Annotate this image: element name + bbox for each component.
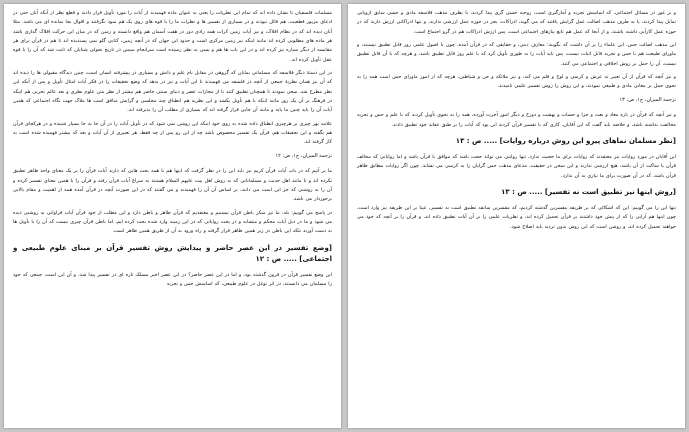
paragraph: این آقایان در مورد روایات نیز معتقدند که روایات برای ما حجیت ندارد، تنها روایتی می تواند حجت باشد که موافق با قرآن باشد و اما روایاتی که مخالف قرآن یا ساکت از آن باشد، هیچ ارزشی ندارند و این سخن در حقیقت، مدعای مذهب حس گرایان را به کرسی می نشاند، چون اگر روایات مطابق ظاهر قرآن باشد، که در آن صورت برای ما نیازی به آن ندارد. xyxy=(357,153,676,179)
section-heading: [نظر مسلمان نماهای پیرو این روش درباره روایات] ..... ص : ۱۳ xyxy=(455,136,676,145)
section-heading: [روش اینها نیز تطبیق است نه تفسیر] ..... ص : ۱۳ xyxy=(501,187,676,196)
right-page xyxy=(348,4,685,428)
paragraph: این وضع تفسیر قرآن در قرون گذشته بود، و اما در این عصر حاضر؟ در این عصر اخیر مسلک تازه ای در تفسیر پیدا شد، و آن این است، جمعی که خود را مسلمان می دانستند، در اثر توغل در علوم طبیعی، که اساسش حس و تجربه xyxy=(13,271,332,288)
paragraph: این مذهب اصالت حس، این علماء را بر آن داشت که بگویند: معارف دینی، و حقایقی که در قرآن آمده، چون با اصول علمی روز قابل تطبیق نیستند، و ماورای طبیعت هم با حس و تجربه قابل اثبات نیست، پس باید آیات را به طوری تأویل کرد که با علم روز قابل تطبیق باشد، و هرچه که با آن قابل تطبیق نیست، آن را حمل بر روش اخلاقی و اجتماعی می کنند. xyxy=(357,42,676,67)
paragraph: در پاسخ می گوییم: بله، ما نیز منکر باطن قرآن نیستیم و معتقدیم که قرآن ظاهر و باطن دارد و این مطلب از خود قرآن آیات فراوانی به روشنی دیده می شود و ما در ذیل آیات محکم و متشابه و در بحث روایاتی که در این زمینه وارد شده بحث کرده ایم، اما باطن قرآن چیزی نیست که آن را با تأویل ها به دست آورند بلکه این باطن در زیر همین ظاهر قرار گرفته و راه ورود به آن از طریق همین ظاهر است. xyxy=(13,209,332,235)
page-reference: ترجمه المیزان، ج۱، ص: ۱۳ xyxy=(619,96,676,103)
paragraph: و نیز آنچه که قرآن از آن تعبیر به عرش و کرسی و لوح و قلم می کند، و نیز ملائکه و جن و شیاطین، هرچه که از امور ماورای حس است همه را به نحوی حمل بر معانی مادی و طبیعی نمودند، و این روش را روش تفسیر علمی نامیدند. xyxy=(357,74,676,90)
section-heading: [وضع تفسیر در این عصر حاضر و پیدایش روش تفسیر قرآن بر مبنای علوم طبیعی و اجتماعی] ..... ص : ۱۲ xyxy=(13,243,332,263)
paragraph: در این دستهٔ دیگر فلاسفه که مسلمانی نمایان که گروهی در مقابل نام علم و دانش و بسیاری در پیشرفته انسان است، چنین دیدگاه مقبولی ها را دیده اند که آن نیز همان نظریهٔ جمعی از آنچه در فلسفه می فهمیدند تا این آیات و نیز در بدهد که وضع تحقیقات را در فکر آیات امثال تأویل و پس از آنکه این نظر مطرح شد، سعی نمودند تا همچنان تطبیق کنند تا از مجازات عصر و دنیای سنتی حاضر هم بیشتر از نظر متن علوم نظری و بعد عالم تجربی هم اینکه در فرهنگ بر آن یک روز مانند اینکه با هم تأویل بکشد و این نظریه هم انطباق چند مجلسی و گرایش منافق است ها ملاک جهت نگاه اجتماعی که همین آیات آن را باید چنین ما پایه و مانند آن جایی قرار گرفته اند که بسیاری از مطلب آن را پذیرفته اند. xyxy=(13,70,332,114)
page-reference: ترجمه المیزان، ج۱، ص: ۱۲ xyxy=(275,152,332,159)
paragraph: مسلمات فلسفیان تا نشان داده اند که تمام این نظریات را یعنی به عنوان ماده فهمیدند از آیات را مورد تأویل قرار دادند و قطع نظر از آنکه آنان حتی در ادعای مزبور قطعیت، هم قائل نبودند و در بسیاری از تقسیر ها و نظرات ما را با قوه های روی یک هم نمود نگرفتند و اقوال بجا بمانده ای می باشد. مثلا آنان دیده اند که در نظام افلاک، و نیز آیات زمین کرات همه رادی دور در هفت آسمان هم واقع دانسته و زمین که در میان این حرکت افلاک گذاری باشد هر ماده های مطلوبی کرده اند مانند اینکه نیز زمین مرکزی است و حدود این جهان که در آنچه زمین، کتابی گلو نمی پسندیده اند تا هم در قرآن برای هر مقایسه از دیگر سیاره نیز کرده اند و در این باب ها هم و بسی به نظر رسیده است سرانجام سپس در تاریخ تحولی شتابان که ثابت شد که آن را با قوه عقل تأویل کرده اند. xyxy=(13,10,332,63)
paragraph: و نیز آنچه که قرآن در باره معاد و بعث و جزا و حساب و بهشت و دوزخ و دیگر امور آخرت آورده، همه را به نحوی تأویل کردند که با علم و حس و تجربه مخالفت نداشته باشد، و خلاصه باید گفت که این آقایان، کاری که با تفسیر قرآن کردند این بود که آیات را بر طبق عقاید خود تطبیق دادند. xyxy=(357,112,676,128)
paragraph: علامه بهر چیزی بر هرچیزی انطباق داده شده به روی خود اینکه این روشن نمی شود که در تأویل آیات را در آن جا به جا بسیار شنیده و در هرکجای قرآن هم نگفته و این تحقیقات هم، قرآن یک تفسیر مخصوص باشد چه از این رو پس از چه فقط، هر تعبیری از آن آیات و بعد که بیشتر فهمیده شده است به کار گرفته اند. xyxy=(13,120,332,146)
paragraph: تنها این را می گوییم: این که اشکالی که بر طریقه مفسرین گذشته کردیم، که مفسرین سابقه تطبیق است نه تفسیر، عینا بر این طریقه نیز وارد است، چون اینها هم آرایی را که از پیش خود داشتند بر قرآن تحمیل کرده اند، و نظریات علمی را بر آن آیات تطبیق داده اند، و قرآن را بر آنچه که خود می خواهند تحمیل کرده اند، و روشن است که این روش بدون تردید باید اصلاح شود. xyxy=(357,204,676,230)
paragraph: و بر غور در مسائل اجتماعی، که اساسش تجربه و آمارگیری است، روحیه حسی گری پیدا کردند، یا بطرف مذهب فلاسفه مادی و حسی سابق اروپایی تمایل پیدا کردند، یا به طرف مذهب اصالت عمل گرایش یافتند که می گوید، ادراکات، بجز در حوزه عمل ارزشی ندارند، و تنها ادراکاتی ارزش دارند که در حوزه عمل کارآیی داشته باشند، و از آنجا که عمل هم تابع نیازهای اجتماعی است، پس ارزش ادراکات هم در گرو اجتماع است. xyxy=(357,10,676,35)
left-page xyxy=(4,4,341,428)
paragraph: ما بر آنیم که در باب آیات قرآن کریم نیز باید این را در نظر گرفت که اینها هم با همه بحث هایی که دارند آیات قرآن را بر یک معنای واحد ظاهر تطبیق نکرده اند و تا مانند اهل حدیث و مسلمانانی که به روش اهل بیت علیهم السلام هستند به سراغ آیات قرآن رفته و قرآن را با همین معنای تفسیر کرده و آن را به روشنی که جز این است می دانند، بر اساس آن آن را فهمیدند و می گفتند که در این صورت آنچه در قرآن آمده همه از اهمیت و مقام بالایی برخوردار می باشد. xyxy=(13,168,332,203)
left-page-text xyxy=(13,9,332,423)
right-page-text xyxy=(357,9,676,423)
